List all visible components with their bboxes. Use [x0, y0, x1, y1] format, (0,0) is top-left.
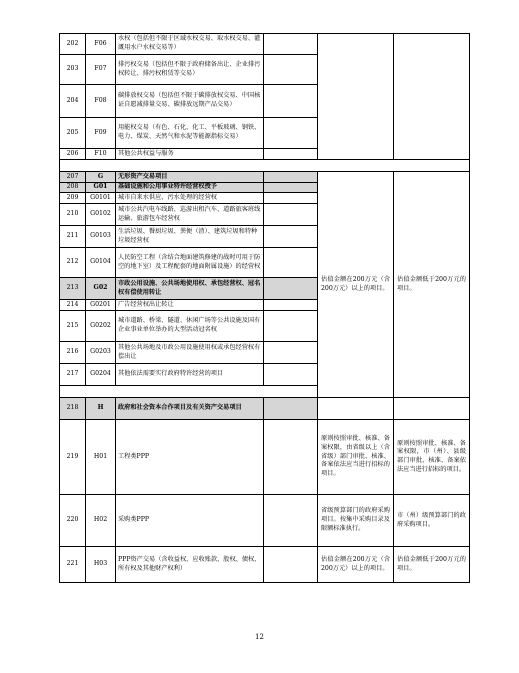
spacer-cell	[264, 398, 318, 420]
row-code: F07	[86, 55, 116, 85]
spacer-cell	[264, 495, 318, 547]
row-description: 其他公共场地及市政公用设施使用权或承包经营权有偿出让	[116, 342, 264, 364]
table-row	[60, 420, 470, 495]
row-description: 碳排放权交易（包括但不限于碳排放权交易、中国核证自愿减排量交易、碳排放远期产品交易）	[116, 85, 264, 118]
row-description: 排污权交易（包括但不限于政府储备出让、企业排污权转让、排污权租赁等交易）	[116, 55, 264, 85]
provincial-scope-cell	[318, 34, 394, 160]
row-description: 水权（包括但不限于区域水权交易、取水权交易、灌溉用水户水权交易等）	[116, 34, 264, 55]
spacer-cell	[264, 278, 318, 300]
row-number: 221	[60, 547, 86, 583]
spacer-cell	[264, 55, 318, 85]
spacer-cell	[264, 172, 318, 183]
row-number: 210	[60, 204, 86, 226]
row-code: H02	[86, 495, 116, 547]
row-number: 208	[60, 183, 86, 193]
row-description: 采购类PPP	[116, 495, 264, 547]
provincial-scope-cell: 估值金额在200万元（含200万元）以上的项目。	[318, 547, 394, 583]
table-row	[60, 172, 470, 183]
spacer-cell	[264, 300, 318, 311]
row-code: G0202	[86, 311, 116, 342]
spacer-cell	[318, 398, 394, 420]
row-number: 217	[60, 364, 86, 386]
spacer-cell	[264, 193, 318, 204]
row-number: 204	[60, 85, 86, 118]
table-spacer-row	[60, 160, 470, 172]
row-code: G0103	[86, 226, 116, 248]
row-description: PPP资产交易（含收益权、应收账款、股权、债权、所有权及其他财产权利）	[116, 547, 264, 583]
row-code: F10	[86, 149, 116, 160]
row-code: H03	[86, 547, 116, 583]
row-number: 203	[60, 55, 86, 85]
row-number: 207	[60, 172, 86, 183]
row-number: 209	[60, 193, 86, 204]
row-description: 基础设施和公用事业特许经营权授予	[116, 183, 264, 193]
row-code: G0102	[86, 204, 116, 226]
row-description: 市政公用设施、公共场地使用权、承包经营权、冠名权有偿使用转让	[116, 278, 264, 300]
row-number: 206	[60, 149, 86, 160]
provincial-scope-cell: 原则按照审批、核准、备案权限，由省级以上（含省级）部门审批、核准、备案依法应当进行招标的项目。	[318, 420, 394, 495]
row-code: G0104	[86, 248, 116, 278]
row-code: G02	[86, 278, 116, 300]
municipal-threshold-cell: 估值金额低于200万元的项目。	[394, 172, 470, 398]
table-spacer-row	[60, 386, 470, 398]
municipal-scope-cell: 原则按照审批、核准、备案权限，市（州）、县级部门审批、核准、备案依法应当进行招标的项目。	[394, 420, 470, 495]
municipal-scope-cell	[394, 34, 470, 160]
row-description: 用能权交易（有色、石化、化工、平板玻璃、钢铁、电力、煤炭、天然气和水泥等能源指标交易）	[116, 118, 264, 149]
spacer-cell	[264, 204, 318, 226]
row-description: 其他依法需要实行政府特许经营的项目	[116, 364, 264, 386]
spacer-cell	[264, 149, 318, 160]
row-code: H	[86, 398, 116, 420]
row-number: 213	[60, 278, 86, 300]
spacer-cell	[264, 420, 318, 495]
row-description: 工程类PPP	[116, 420, 264, 495]
row-code: G0201	[86, 300, 116, 311]
spacer-cell	[264, 118, 318, 149]
row-number: 205	[60, 118, 86, 149]
provincial-scope-cell: 省级预算部门的政府采购项目。按集中采购目录及限额标准执行。	[318, 495, 394, 547]
row-code: G01	[86, 183, 116, 193]
row-description: 广告经营权出让转让	[116, 300, 264, 311]
municipal-scope-cell: 估值金额低于200万元的项目。	[394, 547, 470, 583]
row-code: F08	[86, 85, 116, 118]
spacer-cell	[264, 248, 318, 278]
spacer-cell	[264, 311, 318, 342]
spacer-cell	[264, 547, 318, 583]
row-description: 其他公共权益与服务	[116, 149, 264, 160]
row-number: 211	[60, 226, 86, 248]
row-number: 212	[60, 248, 86, 278]
provincial-threshold-cell: 估值金额在200万元（含200万元）以上的项目。	[318, 172, 394, 398]
row-number: 219	[60, 420, 86, 495]
row-code: G0203	[86, 342, 116, 364]
row-code: H01	[86, 420, 116, 495]
spacer-cell	[394, 398, 470, 420]
row-description: 生活垃圾、餐厨垃圾、粪便（渣）、建筑垃圾和特种垃圾经营权	[116, 226, 264, 248]
row-number: 215	[60, 311, 86, 342]
spacer-cell	[264, 183, 318, 193]
row-description: 城市公共汽电车线路、巡游出租汽车、道路旅客班线运输、旅游包车经营权	[116, 204, 264, 226]
spacer-cell	[264, 34, 318, 55]
row-number: 218	[60, 398, 86, 420]
spacer-cell	[60, 386, 470, 398]
row-number: 216	[60, 342, 86, 364]
row-description: 城市自来水供应、污水处理的经营权	[116, 193, 264, 204]
table-row	[60, 547, 470, 583]
catalog-table	[59, 33, 470, 583]
spacer-cell	[264, 85, 318, 118]
row-code: F09	[86, 118, 116, 149]
municipal-scope-cell: 市（州）级预算部门的政府采购项目。	[394, 495, 470, 547]
row-description: 无形资产交易项目	[116, 172, 264, 183]
row-number: 202	[60, 34, 86, 55]
spacer-cell	[264, 226, 318, 248]
spacer-cell	[264, 364, 318, 386]
spacer-cell	[264, 342, 318, 364]
spacer-cell	[60, 160, 470, 172]
row-number: 220	[60, 495, 86, 547]
row-code: G	[86, 172, 116, 183]
row-code: G0204	[86, 364, 116, 386]
row-code: G0101	[86, 193, 116, 204]
row-description: 人民防空工程（含结合地面建筑修建的战时可用于防空的地下室）及工程配套的地面附属设施）的经营权	[116, 248, 264, 278]
table-row	[60, 398, 470, 420]
table-row	[60, 34, 470, 55]
row-description: 城市道路、桥梁、隧道、休闲广场等公共设施及国有企业事业单位举办的大型活动冠名权	[116, 311, 264, 342]
row-code: F06	[86, 34, 116, 55]
row-number: 214	[60, 300, 86, 311]
page-number: 12	[255, 633, 264, 641]
table-row	[60, 495, 470, 547]
row-description: 政府和社会资本合作项目及有关资产交易项目	[116, 398, 264, 420]
